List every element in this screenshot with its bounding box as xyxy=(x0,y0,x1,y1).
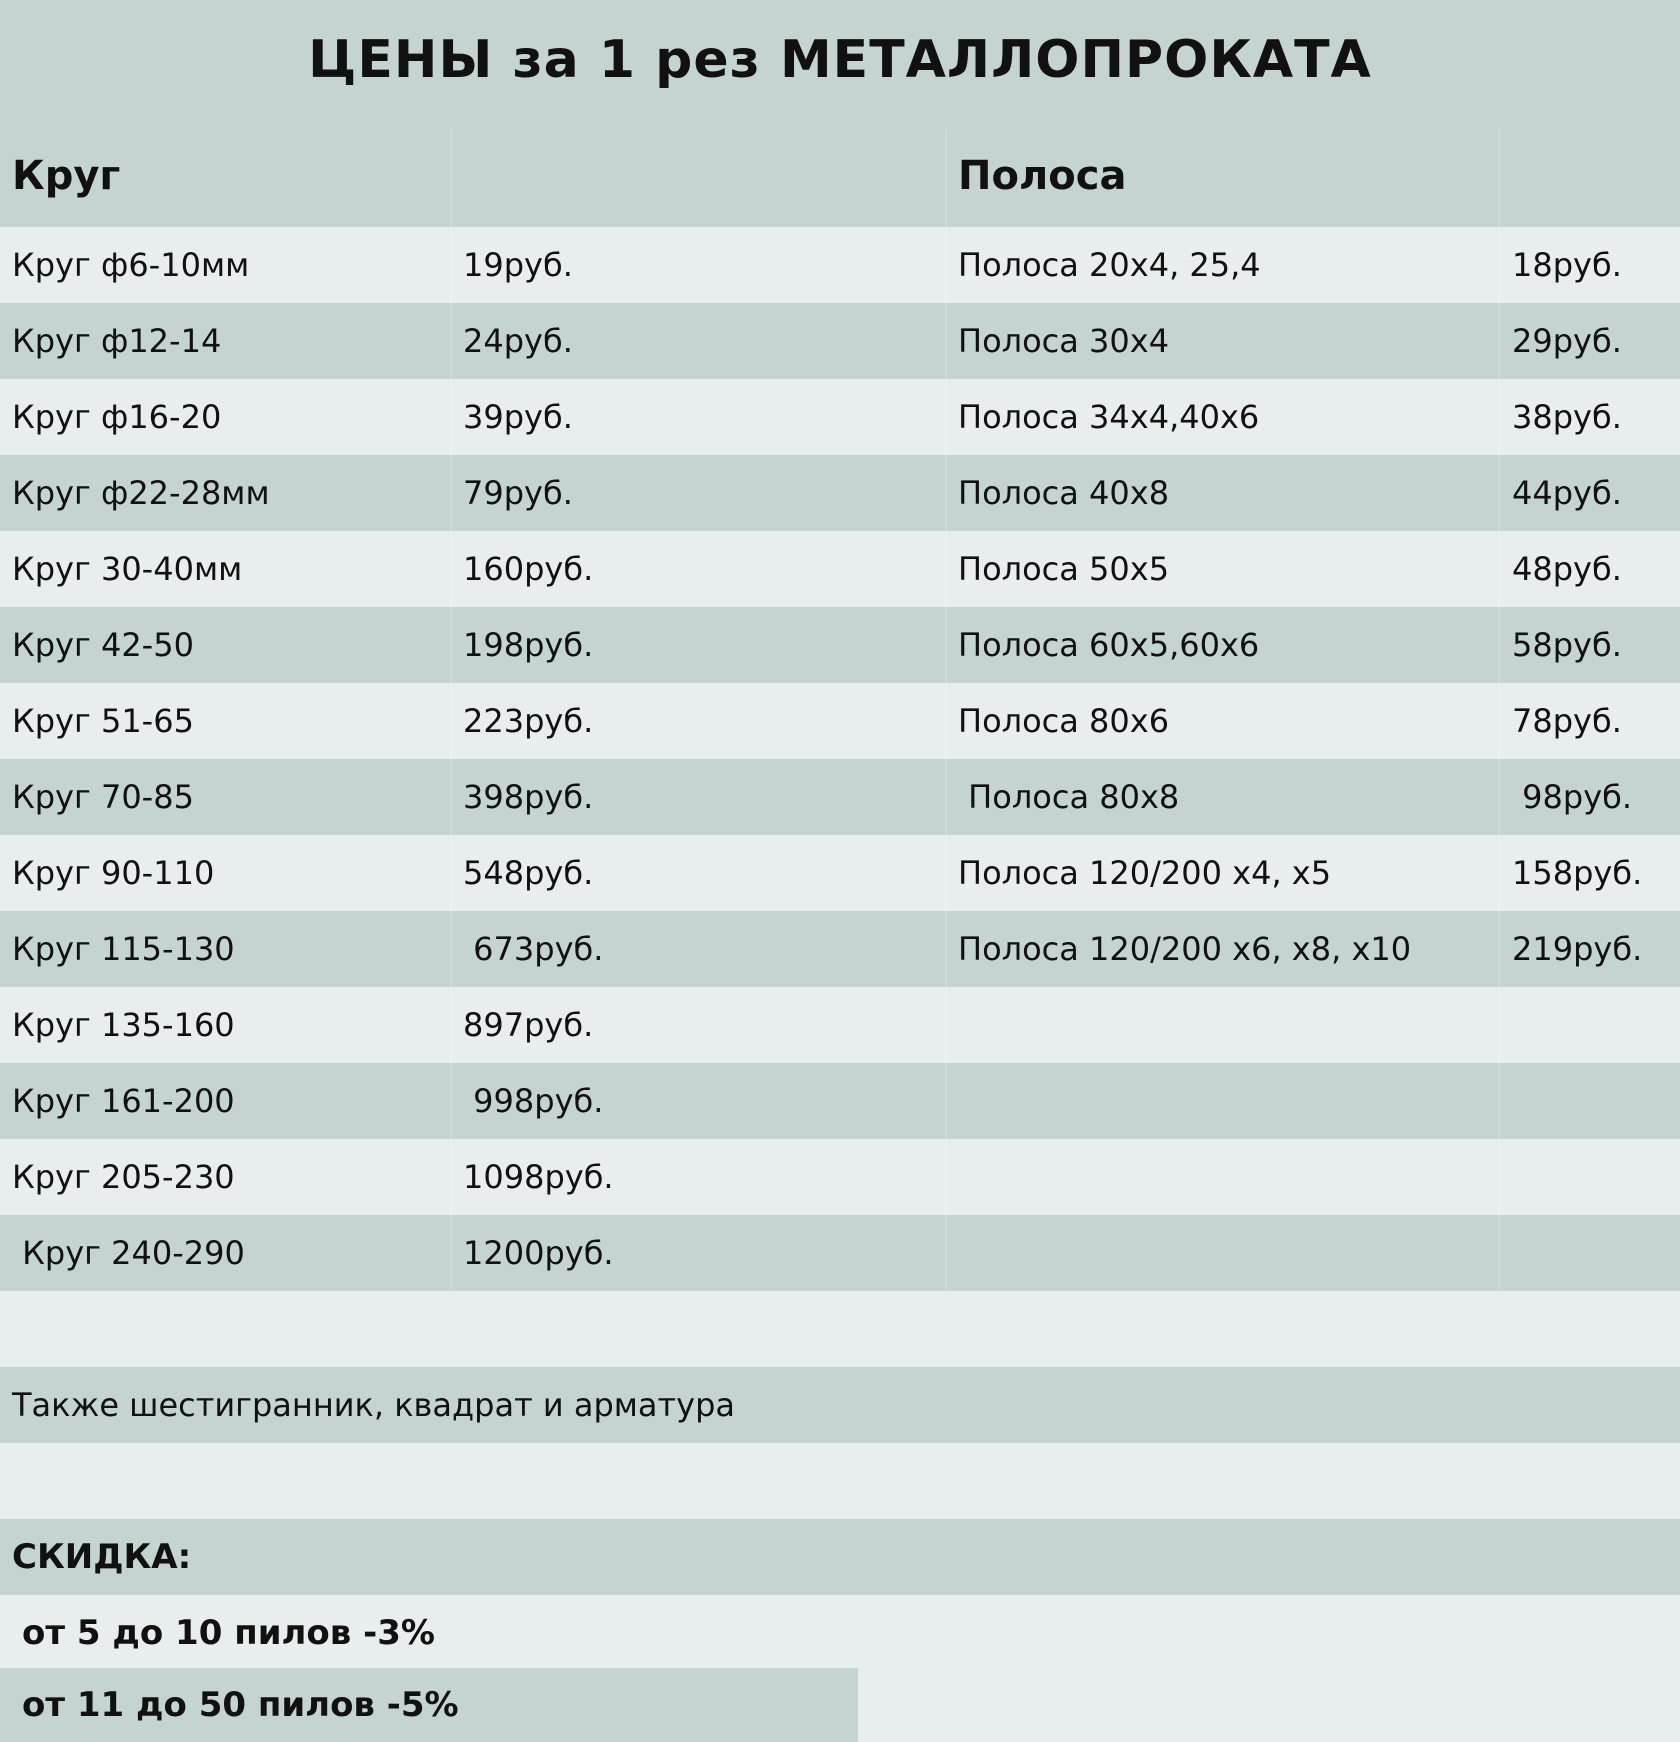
table-row xyxy=(0,987,1680,1063)
polosa-price: 38руб. xyxy=(1512,398,1622,436)
krug-item: Круг 30-40мм xyxy=(12,550,243,588)
polosa-item: Полоса 60x5,60x6 xyxy=(958,626,1260,664)
krug-price: 160руб. xyxy=(463,550,594,588)
polosa-price: 48руб. xyxy=(1512,550,1622,588)
polosa-item: Полоса 50x5 xyxy=(958,550,1170,588)
polosa-price: 58руб. xyxy=(1512,626,1622,664)
krug-price: 998руб. xyxy=(463,1082,604,1120)
discount-heading-row xyxy=(0,1519,1680,1595)
krug-price: 548руб. xyxy=(463,854,594,892)
discount-item: от 11 до 50 пилов -5% xyxy=(22,1685,459,1725)
empty-row xyxy=(0,1291,1680,1367)
krug-price: 39руб. xyxy=(463,398,573,436)
krug-price: 198руб. xyxy=(463,626,594,664)
table-row xyxy=(0,1063,1680,1139)
krug-price: 673руб. xyxy=(463,930,604,968)
krug-price: 897руб. xyxy=(463,1006,594,1044)
polosa-item: Полоса 120/200 x4, x5 xyxy=(958,854,1332,892)
krug-item: Круг ф6-10мм xyxy=(12,246,250,284)
table-row xyxy=(0,379,1680,455)
table-row xyxy=(0,607,1680,683)
krug-price: 1098руб. xyxy=(463,1158,614,1196)
polosa-price: 78руб. xyxy=(1512,702,1622,740)
krug-price: 223руб. xyxy=(463,702,594,740)
polosa-price: 29руб. xyxy=(1512,322,1622,360)
krug-item: Круг 240-290 xyxy=(12,1234,245,1272)
krug-price: 24руб. xyxy=(463,322,573,360)
empty-row xyxy=(0,1443,1680,1519)
krug-item: Круг ф16-20 xyxy=(12,398,222,436)
krug-item: Круг 90-110 xyxy=(12,854,215,892)
discount-row xyxy=(0,1595,1680,1671)
krug-item: Круг 161-200 xyxy=(12,1082,235,1120)
polosa-price: 18руб. xyxy=(1512,246,1622,284)
discount-heading: СКИДКА: xyxy=(12,1537,192,1577)
krug-price: 398руб. xyxy=(463,778,594,816)
polosa-item: Полоса 120/200 x6, x8, x10 xyxy=(958,930,1412,968)
column-divider xyxy=(450,130,452,1290)
krug-item: Круг ф12-14 xyxy=(12,322,222,360)
table-row xyxy=(0,531,1680,607)
table-row xyxy=(0,1139,1680,1215)
polosa-price: 98руб. xyxy=(1512,778,1633,816)
krug-item: Круг 42-50 xyxy=(12,626,194,664)
table-row xyxy=(0,911,1680,987)
krug-price: 19руб. xyxy=(463,246,573,284)
polosa-item: Полоса 20x4, 25,4 xyxy=(958,246,1261,284)
krug-price: 79руб. xyxy=(463,474,573,512)
table-row xyxy=(0,835,1680,911)
column-divider xyxy=(1498,130,1500,1290)
polosa-item: Полоса 80x8 xyxy=(958,778,1180,816)
krug-item: Круг 115-130 xyxy=(12,930,235,968)
discount-item: от 5 до 10 пилов -3% xyxy=(22,1613,435,1653)
table-row xyxy=(0,1215,1680,1291)
note-text: Также шестигранник, квадрат и арматура xyxy=(12,1386,736,1424)
table-row xyxy=(0,455,1680,531)
krug-item: Круг 70-85 xyxy=(12,778,194,816)
note-row xyxy=(0,1367,1680,1443)
polosa-price: 158руб. xyxy=(1512,854,1643,892)
table-row xyxy=(0,759,1680,835)
header-krug: Круг xyxy=(12,153,121,199)
krug-item: Круг 135-160 xyxy=(12,1006,235,1044)
page-title: ЦЕНЫ за 1 рез МЕТАЛЛОПРОКАТА xyxy=(308,30,1372,90)
header-polosa: Полоса xyxy=(958,153,1127,199)
polosa-item: Полоса 40x8 xyxy=(958,474,1170,512)
polosa-item: Полоса 30x4 xyxy=(958,322,1170,360)
polosa-item: Полоса 80x6 xyxy=(958,702,1170,740)
krug-item: Круг ф22-28мм xyxy=(12,474,270,512)
polosa-item: Полоса 34x4,40x6 xyxy=(958,398,1260,436)
krug-item: Круг 205-230 xyxy=(12,1158,235,1196)
table-row xyxy=(0,303,1680,379)
polosa-price: 44руб. xyxy=(1512,474,1622,512)
krug-price: 1200руб. xyxy=(463,1234,614,1272)
discount-row xyxy=(0,1668,858,1742)
table-row xyxy=(0,683,1680,759)
column-divider xyxy=(945,130,947,1290)
table-row xyxy=(0,227,1680,303)
section-header-row xyxy=(0,130,1680,227)
polosa-price: 219руб. xyxy=(1512,930,1643,968)
krug-item: Круг 51-65 xyxy=(12,702,194,740)
